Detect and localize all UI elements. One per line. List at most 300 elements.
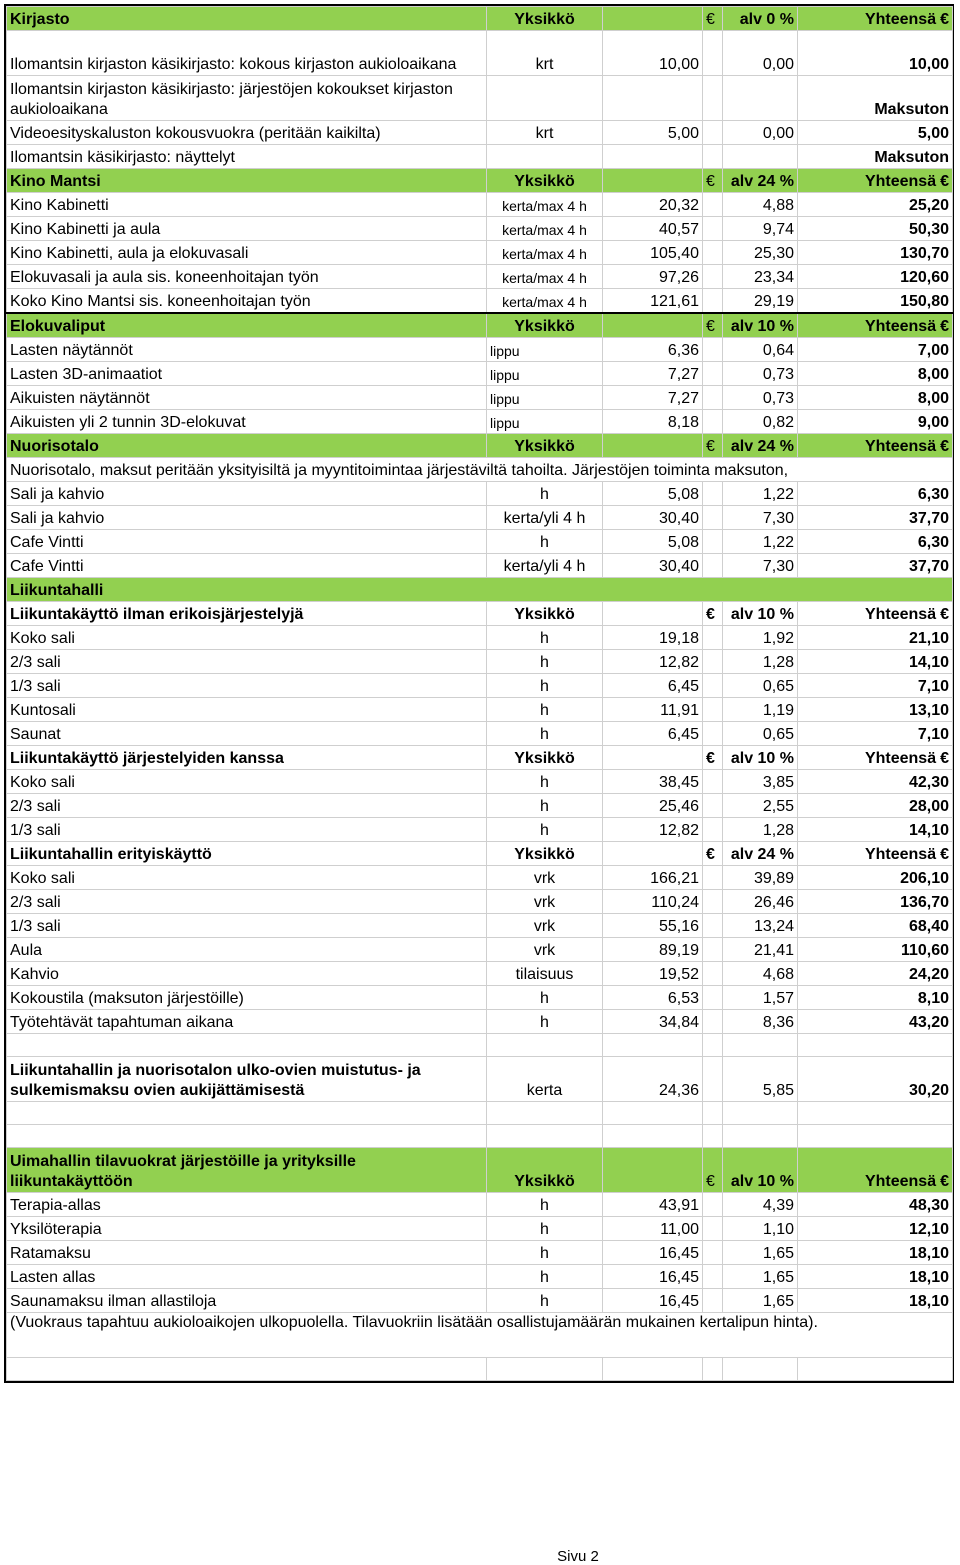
item-name: Yksilöterapia <box>7 1217 487 1241</box>
item-unit <box>487 145 603 169</box>
net-column-header <box>603 746 703 770</box>
vat-amount: 4,68 <box>723 962 798 986</box>
net-price: 40,57 <box>603 217 703 241</box>
price-list-sheet <box>4 4 954 1383</box>
empty-cell <box>723 1102 798 1125</box>
price-row <box>7 217 953 241</box>
net-price: 25,46 <box>603 794 703 818</box>
total-price: Maksuton <box>798 76 953 121</box>
total-label: Yhteensä <box>864 11 937 28</box>
section-header-row <box>7 169 953 193</box>
empty-cell <box>7 1102 487 1125</box>
total-price: 50,30 <box>798 217 953 241</box>
vat-amount: 0,82 <box>723 410 798 434</box>
spacer-cell <box>703 1217 723 1241</box>
spacer-cell <box>703 554 723 578</box>
total-price: 68,40 <box>798 914 953 938</box>
price-row <box>7 76 953 121</box>
item-name: Cafe Vintti <box>7 530 487 554</box>
item-name: 2/3 sali <box>7 794 487 818</box>
item-name: Liikuntahallin ja nuorisotalon ulko-ovien muistutus- ja sulkemismaksu ovien aukijättämisestä <box>7 1057 487 1102</box>
total-price: 6,30 <box>798 482 953 506</box>
item-unit: h <box>487 1265 603 1289</box>
price-row <box>7 1010 953 1034</box>
spacer-cell <box>703 674 723 698</box>
total-label: Yhteensä <box>864 606 937 623</box>
vat-column-header: alv 24 % <box>723 169 798 193</box>
price-row <box>7 722 953 746</box>
item-unit: kerta/yli 4 h <box>487 506 603 530</box>
item-name: Koko sali <box>7 866 487 890</box>
empty-cell <box>798 1034 953 1057</box>
price-row <box>7 362 953 386</box>
item-name: Sali ja kahvio <box>7 482 487 506</box>
price-row <box>7 938 953 962</box>
item-unit: lippu <box>487 362 603 386</box>
page-number: Sivu 2 <box>557 1548 599 1565</box>
empty-cell <box>703 1034 723 1057</box>
item-name: Lasten allas <box>7 1265 487 1289</box>
empty-row <box>7 1358 953 1381</box>
empty-cell <box>487 1358 603 1381</box>
vat-column-header: alv 10 % <box>723 313 798 338</box>
euro-sign: € <box>940 606 949 623</box>
total-column-header <box>798 746 953 770</box>
total-price: 7,00 <box>798 338 953 362</box>
net-column-header <box>603 602 703 626</box>
spacer-cell <box>703 1265 723 1289</box>
item-name: Ilomantsin kirjaston käsikirjasto: kokous kirjaston aukioloaikana <box>7 31 487 76</box>
net-price: 12,82 <box>603 650 703 674</box>
item-name: 1/3 sali <box>7 818 487 842</box>
net-price: 6,45 <box>603 674 703 698</box>
price-row <box>7 770 953 794</box>
empty-row <box>7 1034 953 1057</box>
section-title: Liikuntahalli <box>7 578 953 602</box>
total-price: 6,30 <box>798 530 953 554</box>
price-row <box>7 914 953 938</box>
net-price: 5,08 <box>603 530 703 554</box>
item-name: Kino Kabinetti <box>7 193 487 217</box>
empty-cell <box>7 1358 487 1381</box>
net-price: 38,45 <box>603 770 703 794</box>
price-row <box>7 386 953 410</box>
price-row <box>7 338 953 362</box>
empty-cell <box>723 1034 798 1057</box>
section-title: Nuorisotalo <box>7 434 487 458</box>
empty-row <box>7 1102 953 1125</box>
unit-column-header: Yksikkö <box>487 169 603 193</box>
total-price: 136,70 <box>798 890 953 914</box>
total-column-header <box>798 1148 953 1193</box>
total-price: 21,10 <box>798 626 953 650</box>
item-unit: h <box>487 1289 603 1313</box>
total-price: 28,00 <box>798 794 953 818</box>
empty-cell <box>703 1102 723 1125</box>
item-unit: h <box>487 770 603 794</box>
spacer-cell <box>703 1010 723 1034</box>
spacer-cell <box>703 217 723 241</box>
price-row <box>7 698 953 722</box>
net-price: 110,24 <box>603 890 703 914</box>
item-unit: lippu <box>487 410 603 434</box>
empty-cell <box>703 1125 723 1148</box>
total-price: 9,00 <box>798 410 953 434</box>
price-row <box>7 121 953 145</box>
total-label: Yhteensä <box>864 750 937 767</box>
total-column-header <box>798 434 953 458</box>
net-price: 7,27 <box>603 362 703 386</box>
net-price: 10,00 <box>603 31 703 76</box>
vat-amount: 1,10 <box>723 1217 798 1241</box>
price-row <box>7 31 953 76</box>
item-name: Ilomantsin käsikirjasto: näyttelyt <box>7 145 487 169</box>
vat-amount: 9,74 <box>723 217 798 241</box>
net-price: 89,19 <box>603 938 703 962</box>
net-price: 55,16 <box>603 914 703 938</box>
vat-amount: 1,19 <box>723 698 798 722</box>
empty-cell <box>603 1102 703 1125</box>
net-price: 16,45 <box>603 1265 703 1289</box>
euro-sign: € <box>703 7 723 31</box>
unit-column-header: Yksikkö <box>487 1148 603 1193</box>
price-row <box>7 530 953 554</box>
vat-amount: 0,65 <box>723 674 798 698</box>
total-price: 37,70 <box>798 554 953 578</box>
total-price: 8,00 <box>798 362 953 386</box>
total-label: Yhteensä <box>864 318 937 335</box>
item-unit: lippu <box>487 338 603 362</box>
net-price: 105,40 <box>603 241 703 265</box>
total-label: Yhteensä <box>864 173 937 190</box>
vat-amount: 5,85 <box>723 1057 798 1102</box>
price-row <box>7 818 953 842</box>
total-price: 206,10 <box>798 866 953 890</box>
price-table <box>6 6 953 1381</box>
vat-column-header: alv 10 % <box>723 746 798 770</box>
net-column-header <box>603 842 703 866</box>
item-unit: h <box>487 986 603 1010</box>
net-price: 16,45 <box>603 1241 703 1265</box>
spacer-cell <box>703 890 723 914</box>
vat-amount: 1,28 <box>723 818 798 842</box>
net-price: 6,36 <box>603 338 703 362</box>
vat-amount: 29,19 <box>723 289 798 314</box>
euro-sign: € <box>703 602 723 626</box>
total-price: 150,80 <box>798 289 953 314</box>
net-price: 6,45 <box>603 722 703 746</box>
spacer-cell <box>703 145 723 169</box>
empty-cell <box>723 1125 798 1148</box>
vat-amount <box>723 76 798 121</box>
total-price: 25,20 <box>798 193 953 217</box>
net-column-header <box>603 313 703 338</box>
item-name: Terapia-allas <box>7 1193 487 1217</box>
item-name: Videoesityskaluston kokousvuokra (peritään kaikilta) <box>7 121 487 145</box>
total-price: 8,10 <box>798 986 953 1010</box>
total-price: 18,10 <box>798 1241 953 1265</box>
spacer-cell <box>703 121 723 145</box>
net-price: 12,82 <box>603 818 703 842</box>
section-header-row <box>7 1148 953 1193</box>
item-name: Koko sali <box>7 770 487 794</box>
vat-column-header: alv 10 % <box>723 1148 798 1193</box>
price-row <box>7 265 953 289</box>
vat-amount: 4,88 <box>723 193 798 217</box>
unit-column-header: Yksikkö <box>487 602 603 626</box>
total-price: 110,60 <box>798 938 953 962</box>
empty-cell <box>603 1125 703 1148</box>
item-name: Ilomantsin kirjaston käsikirjasto: järjestöjen kokoukset kirjaston aukioloaikana <box>7 76 487 121</box>
section-note: Nuorisotalo, maksut peritään yksityisiltä ja myyntitoimintaa järjestäviltä tahoilta. Järjestöjen toiminta maksuton, <box>7 458 953 482</box>
item-name: Aikuisten yli 2 tunnin 3D-elokuvat <box>7 410 487 434</box>
euro-sign: € <box>703 313 723 338</box>
net-column-header <box>603 434 703 458</box>
spacer-cell <box>703 265 723 289</box>
vat-amount: 0,73 <box>723 386 798 410</box>
total-price: 14,10 <box>798 818 953 842</box>
rental-note: (Vuokraus tapahtuu aukioloaikojen ulkopuolella. Tilavuokriin lisätään osallistujamäärän mukainen kertalipun hinta). <box>7 1313 953 1358</box>
spacer-cell <box>703 338 723 362</box>
vat-amount: 3,85 <box>723 770 798 794</box>
vat-column-header: alv 24 % <box>723 434 798 458</box>
vat-amount: 7,30 <box>723 506 798 530</box>
price-row <box>7 1193 953 1217</box>
net-price <box>603 76 703 121</box>
item-unit: vrk <box>487 938 603 962</box>
net-price: 34,84 <box>603 1010 703 1034</box>
total-price: 18,10 <box>798 1265 953 1289</box>
net-price: 43,91 <box>603 1193 703 1217</box>
item-unit: kerta <box>487 1057 603 1102</box>
total-price: 12,10 <box>798 1217 953 1241</box>
item-name: Cafe Vintti <box>7 554 487 578</box>
spacer-cell <box>703 698 723 722</box>
total-price: 30,20 <box>798 1057 953 1102</box>
item-name: Aula <box>7 938 487 962</box>
item-name: 1/3 sali <box>7 674 487 698</box>
price-row <box>7 410 953 434</box>
spacer-cell <box>703 818 723 842</box>
vat-amount: 25,30 <box>723 241 798 265</box>
total-price: 8,00 <box>798 386 953 410</box>
empty-cell <box>798 1102 953 1125</box>
empty-cell <box>603 1358 703 1381</box>
euro-sign: € <box>703 1148 723 1193</box>
net-price: 30,40 <box>603 506 703 530</box>
item-unit: h <box>487 674 603 698</box>
vat-amount: 1,28 <box>723 650 798 674</box>
total-column-header <box>798 169 953 193</box>
net-price: 121,61 <box>603 289 703 314</box>
spacer-cell <box>703 1193 723 1217</box>
net-price: 19,52 <box>603 962 703 986</box>
spacer-cell <box>703 722 723 746</box>
section-header-row <box>7 602 953 626</box>
net-price: 11,91 <box>603 698 703 722</box>
net-price: 7,27 <box>603 386 703 410</box>
spacer-cell <box>703 289 723 314</box>
empty-cell <box>7 1034 487 1057</box>
total-price: 43,20 <box>798 1010 953 1034</box>
euro-sign: € <box>940 750 949 767</box>
unit-column-header: Yksikkö <box>487 434 603 458</box>
price-row <box>7 674 953 698</box>
spacer-cell <box>703 794 723 818</box>
euro-sign: € <box>940 846 949 863</box>
vat-amount: 8,36 <box>723 1010 798 1034</box>
net-column-header <box>603 169 703 193</box>
vat-amount: 4,39 <box>723 1193 798 1217</box>
total-price: 37,70 <box>798 506 953 530</box>
item-name: 2/3 sali <box>7 890 487 914</box>
total-price: 7,10 <box>798 674 953 698</box>
vat-amount: 1,65 <box>723 1241 798 1265</box>
unit-column-header: Yksikkö <box>487 746 603 770</box>
spacer-cell <box>703 1241 723 1265</box>
empty-cell <box>487 1125 603 1148</box>
unit-column-header: Yksikkö <box>487 7 603 31</box>
vat-amount: 0,64 <box>723 338 798 362</box>
unit-column-header: Yksikkö <box>487 313 603 338</box>
price-table-body <box>7 7 953 1381</box>
item-name: Kuntosali <box>7 698 487 722</box>
rental-note-row <box>7 1313 953 1358</box>
section-title: Kirjasto <box>7 7 487 31</box>
item-unit: vrk <box>487 890 603 914</box>
item-unit: kerta/max 4 h <box>487 265 603 289</box>
net-price: 5,08 <box>603 482 703 506</box>
euro-sign: € <box>940 1173 949 1190</box>
total-label: Yhteensä <box>864 1173 937 1190</box>
spacer-cell <box>703 31 723 76</box>
spacer-cell <box>703 962 723 986</box>
spacer-cell <box>703 770 723 794</box>
vat-amount: 1,65 <box>723 1289 798 1313</box>
euro-sign: € <box>940 173 949 190</box>
net-price: 19,18 <box>603 626 703 650</box>
net-price: 16,45 <box>603 1289 703 1313</box>
total-price: 24,20 <box>798 962 953 986</box>
spacer-cell <box>703 866 723 890</box>
net-price: 166,21 <box>603 866 703 890</box>
item-unit: h <box>487 482 603 506</box>
item-unit: h <box>487 818 603 842</box>
total-label: Yhteensä <box>864 438 937 455</box>
item-unit: h <box>487 698 603 722</box>
empty-row <box>7 1125 953 1148</box>
total-label: Yhteensä <box>864 846 937 863</box>
item-unit: lippu <box>487 386 603 410</box>
euro-sign: € <box>940 11 949 28</box>
price-row <box>7 962 953 986</box>
item-unit: kerta/max 4 h <box>487 217 603 241</box>
vat-amount: 0,73 <box>723 362 798 386</box>
item-name: Koko Kino Mantsi sis. koneenhoitajan työn <box>7 289 487 314</box>
vat-amount: 0,00 <box>723 121 798 145</box>
empty-cell <box>723 1358 798 1381</box>
unit-column-header: Yksikkö <box>487 842 603 866</box>
spacer-cell <box>703 362 723 386</box>
total-column-header <box>798 313 953 338</box>
item-name: 2/3 sali <box>7 650 487 674</box>
total-price: 48,30 <box>798 1193 953 1217</box>
item-unit: kerta/max 4 h <box>487 241 603 265</box>
spacer-cell <box>703 1289 723 1313</box>
item-name: Kino Kabinetti ja aula <box>7 217 487 241</box>
spacer-cell <box>703 241 723 265</box>
empty-cell <box>487 1102 603 1125</box>
section-title: Uimahallin tilavuokrat järjestöille ja yrityksille liikuntakäyttöön <box>7 1148 487 1193</box>
item-name: Ratamaksu <box>7 1241 487 1265</box>
total-price: Maksuton <box>798 145 953 169</box>
item-unit: kerta/max 4 h <box>487 193 603 217</box>
net-price: 8,18 <box>603 410 703 434</box>
vat-amount: 2,55 <box>723 794 798 818</box>
item-unit: vrk <box>487 866 603 890</box>
section-header-row <box>7 434 953 458</box>
door-fee-row <box>7 1057 953 1102</box>
section-header-row <box>7 313 953 338</box>
euro-sign: € <box>703 434 723 458</box>
total-price: 7,10 <box>798 722 953 746</box>
price-row <box>7 145 953 169</box>
price-row <box>7 650 953 674</box>
vat-amount: 1,22 <box>723 482 798 506</box>
item-name: Saunat <box>7 722 487 746</box>
spacer-cell <box>703 938 723 962</box>
net-price <box>603 145 703 169</box>
total-price: 130,70 <box>798 241 953 265</box>
vat-amount: 23,34 <box>723 265 798 289</box>
price-row <box>7 986 953 1010</box>
empty-cell <box>603 1034 703 1057</box>
price-row <box>7 794 953 818</box>
item-name: Saunamaksu ilman allastiloja <box>7 1289 487 1313</box>
net-price: 11,00 <box>603 1217 703 1241</box>
spacer-cell <box>703 1057 723 1102</box>
vat-column-header: alv 24 % <box>723 842 798 866</box>
empty-cell <box>798 1125 953 1148</box>
section-title: Elokuvaliput <box>7 313 487 338</box>
item-name: Lasten 3D-animaatiot <box>7 362 487 386</box>
item-name: 1/3 sali <box>7 914 487 938</box>
price-row <box>7 1289 953 1313</box>
empty-cell <box>487 1034 603 1057</box>
item-name: Aikuisten näytännöt <box>7 386 487 410</box>
section-note-row <box>7 458 953 482</box>
spacer-cell <box>703 193 723 217</box>
item-name: Työtehtävät tapahtuman aikana <box>7 1010 487 1034</box>
section-header-row <box>7 842 953 866</box>
total-price: 10,00 <box>798 31 953 76</box>
euro-sign: € <box>940 318 949 335</box>
euro-sign: € <box>703 842 723 866</box>
price-row <box>7 193 953 217</box>
net-column-header <box>603 7 703 31</box>
spacer-cell <box>703 386 723 410</box>
item-name: Kokoustila (maksuton järjestöille) <box>7 986 487 1010</box>
vat-amount: 1,92 <box>723 626 798 650</box>
vat-column-header: alv 0 % <box>723 7 798 31</box>
vat-amount: 0,00 <box>723 31 798 76</box>
price-row <box>7 1265 953 1289</box>
item-unit <box>487 76 603 121</box>
item-unit: kerta/yli 4 h <box>487 554 603 578</box>
item-unit: h <box>487 626 603 650</box>
price-row <box>7 1217 953 1241</box>
net-price: 97,26 <box>603 265 703 289</box>
